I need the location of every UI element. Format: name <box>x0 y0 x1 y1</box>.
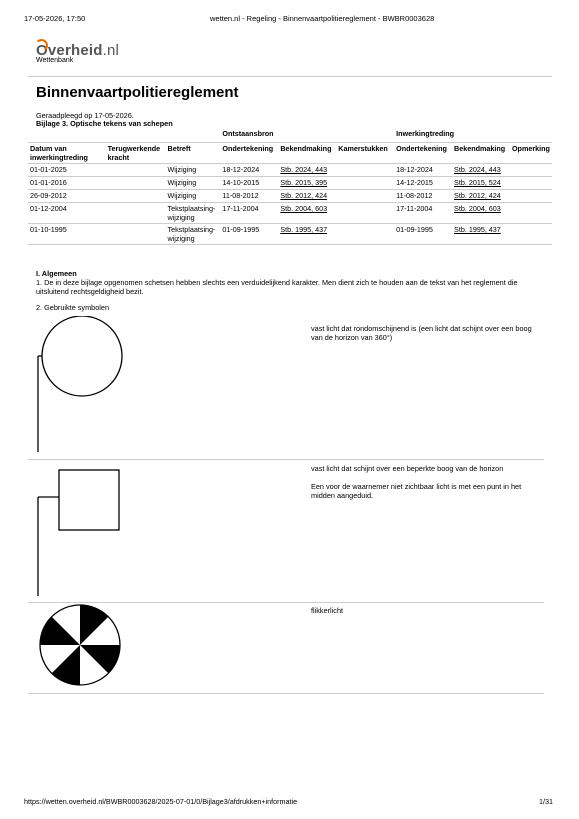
cell-signed: 11-08-2012 <box>220 190 278 203</box>
group-header-inwerkingtreding: Inwerkingtreding <box>394 128 552 143</box>
print-datetime: 17-05-2026, 17:50 <box>24 14 86 23</box>
print-page-title: wetten.nl - Regeling - Binnenvaartpolitiereglement - BWBR0003628 <box>210 14 435 23</box>
publication-link[interactable]: Stb. 2012, 424 <box>278 190 336 203</box>
consulted-date: Geraadpleegd op 17-05-2026. <box>36 111 134 120</box>
cell-parliamentary <box>336 224 394 245</box>
cell-date: 01-01-2025 <box>28 164 106 177</box>
publication-link[interactable]: Stb. 2024, 443 <box>278 164 336 177</box>
logo-mark-icon <box>35 39 48 52</box>
cell-retroactive <box>106 164 166 177</box>
cell-date: 01-01-2016 <box>28 177 106 190</box>
table-row <box>28 164 552 177</box>
overheid-logo[interactable] <box>36 42 119 64</box>
cell-retroactive <box>106 190 166 203</box>
cell-signed: 01-09-1995 <box>394 224 452 245</box>
publication-link[interactable]: Stb. 2004, 603 <box>452 203 510 224</box>
cell-remark <box>510 190 552 203</box>
column-header: Ondertekening <box>220 143 278 164</box>
page-title: Binnenvaartpolitiereglement <box>36 84 239 101</box>
cell-signed: 18-12-2024 <box>220 164 278 177</box>
table-header-row <box>28 143 552 164</box>
footer-page-number: 1/31 <box>539 797 553 806</box>
symbol-description: vast licht dat rondomschijnend is (een licht dat schijnt over een boog van de horizon van 360°) <box>311 324 532 343</box>
annex-title: Bijlage 3. Optische tekens van schepen <box>36 119 173 128</box>
cell-signed: 01-09-1995 <box>220 224 278 245</box>
footer-url: https://wetten.overheid.nl/BWBR0003628/2025-07-01/0/Bijlage3/afdrukken+informatie <box>24 797 298 806</box>
cell-remark <box>510 203 552 224</box>
symbol-note: Een voor de waarnemer niet zichtbaar licht is met een punt in het midden aangeduid. <box>311 482 522 501</box>
cell-remark <box>510 224 552 245</box>
column-header: Kamerstukken <box>336 143 394 164</box>
cell-signed: 17-11-2004 <box>220 203 278 224</box>
all-round-light-circle-icon <box>28 316 138 459</box>
cell-subject: Wijziging <box>166 190 221 203</box>
cell-date: 01-12-2004 <box>28 203 106 224</box>
table-group-header-row <box>28 128 552 143</box>
cell-parliamentary <box>336 164 394 177</box>
publication-link[interactable]: Stb. 2004, 603 <box>278 203 336 224</box>
table-row <box>28 177 552 190</box>
cell-parliamentary <box>336 203 394 224</box>
cell-signed: 14-12-2015 <box>394 177 452 190</box>
cell-signed: 11-08-2012 <box>394 190 452 203</box>
cell-subject: Tekstplaatsing-wijziging <box>166 203 221 224</box>
publication-link[interactable]: Stb. 1995, 437 <box>452 224 510 245</box>
cell-parliamentary <box>336 177 394 190</box>
publication-link[interactable]: Stb. 2012, 424 <box>452 190 510 203</box>
publication-link[interactable]: Stb. 2015, 524 <box>452 177 510 190</box>
cell-retroactive <box>106 177 166 190</box>
group-header-ontstaansbron: Ontstaansbron <box>220 128 394 143</box>
amendments-table <box>28 128 552 245</box>
cell-signed: 17-11-2004 <box>394 203 452 224</box>
column-header: Ondertekening <box>394 143 452 164</box>
cell-date: 26-09-2012 <box>28 190 106 203</box>
publication-link[interactable]: Stb. 1995, 437 <box>278 224 336 245</box>
limited-arc-light-square-icon <box>28 460 138 602</box>
column-header: Terugwerkende kracht <box>106 143 166 164</box>
cell-subject: Wijziging <box>166 164 221 177</box>
column-header: Bekendmaking <box>278 143 336 164</box>
symbol-description: vast licht dat schijnt over een beperkte boog van de horizon <box>311 464 504 473</box>
column-header: Opmerking <box>510 143 552 164</box>
cell-subject: Tekstplaatsing-wijziging <box>166 224 221 245</box>
section-general-text: 1. De in deze bijlage opgenomen schetsen hebben slechts een verduidelijkend karakter. Men dient zich te houden aan de tekst van het reglement die uitsluitend rechtsgeldigheid bezit. <box>36 278 518 297</box>
section-heading-symbols: 2. Gebruikte symbolen <box>36 303 110 312</box>
cell-date: 01-10-1995 <box>28 224 106 245</box>
logo-name: Overheid <box>36 42 103 59</box>
publication-link[interactable]: Stb. 2015, 395 <box>278 177 336 190</box>
table-row <box>28 224 552 245</box>
cell-signed: 18-12-2024 <box>394 164 452 177</box>
publication-link[interactable]: Stb. 2024, 443 <box>452 164 510 177</box>
section-heading-general: I. Algemeen <box>36 269 77 278</box>
table-row <box>28 190 552 203</box>
flashing-light-icon <box>28 603 138 693</box>
cell-remark <box>510 177 552 190</box>
cell-signed: 14-10-2015 <box>220 177 278 190</box>
logo-subtitle: Wettenbank <box>36 57 74 64</box>
cell-parliamentary <box>336 190 394 203</box>
cell-remark <box>510 164 552 177</box>
cell-subject: Wijziging <box>166 177 221 190</box>
table-row <box>28 203 552 224</box>
cell-retroactive <box>106 224 166 245</box>
logo-suffix: .nl <box>102 42 120 59</box>
column-header: Betreft <box>166 143 221 164</box>
column-header: Bekendmaking <box>452 143 510 164</box>
cell-retroactive <box>106 203 166 224</box>
header-divider <box>28 76 552 77</box>
symbol-description: flikkerlicht <box>311 606 344 615</box>
column-header: Datum van inwerkingtreding <box>28 143 106 164</box>
